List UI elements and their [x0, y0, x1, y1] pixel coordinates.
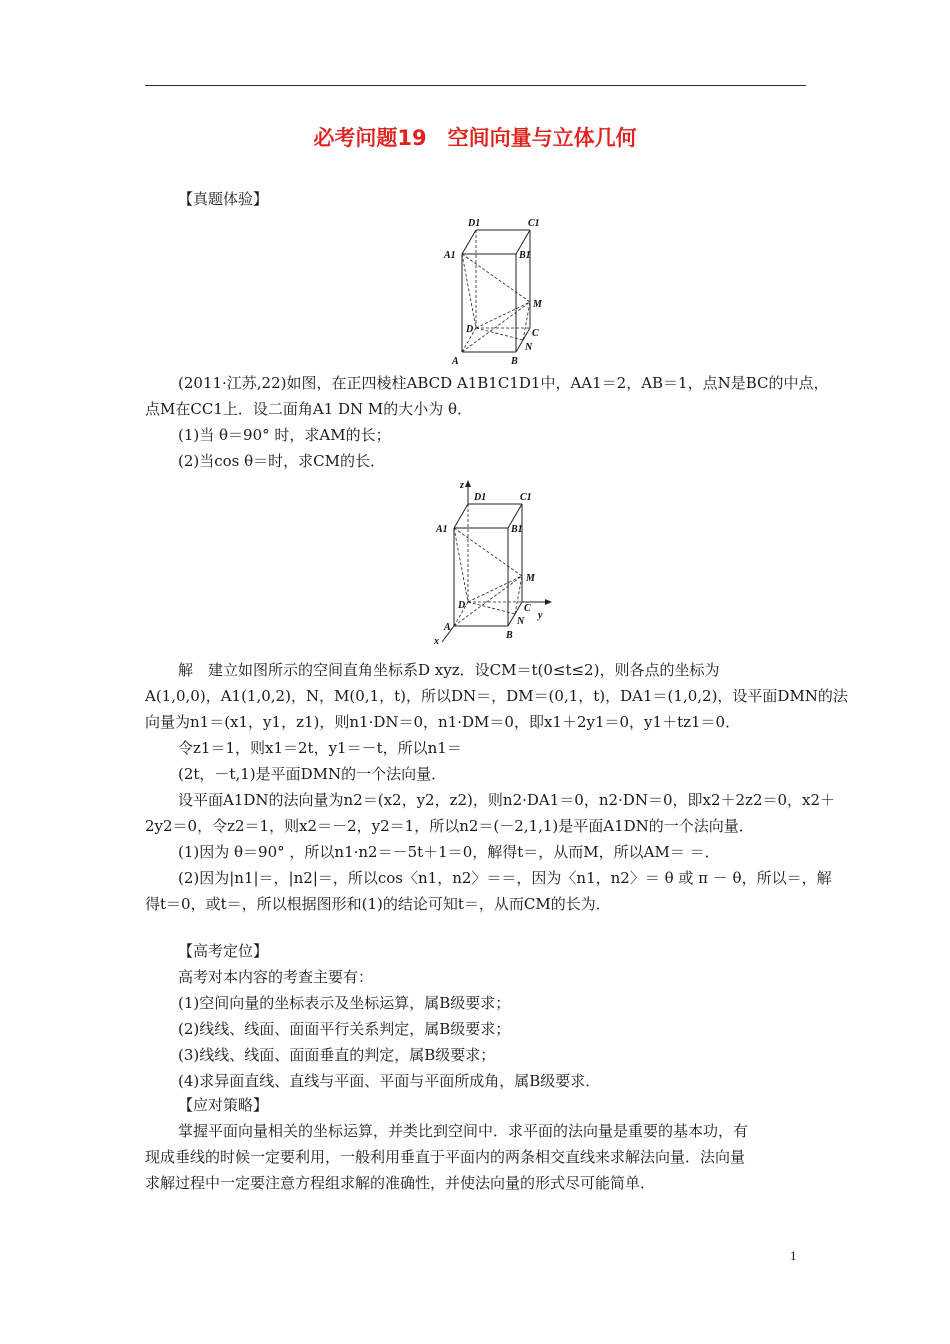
label-C: C [524, 603, 531, 614]
label-B1: B1 [519, 250, 531, 261]
solution-line-7: 2y2＝0，令z2＝1，则x2＝－2，y2＝1，所以n2＝(－2,1,1)是平面A1DN的一个法向量． [145, 817, 754, 835]
problem-line-1: (2011·江苏,22)如图，在正四棱柱ABCD A1B1C1D1中，AA1＝2，AB＝1，点N是BC的中点， [178, 374, 829, 392]
label-A1: A1 [436, 524, 448, 535]
label-N: N [517, 616, 525, 627]
label-z: z [460, 480, 464, 491]
label-D: D [466, 324, 474, 335]
solution-line-4: 令z1＝1，则x1＝2t，y1＝－t，所以n1＝ [178, 739, 462, 757]
label-D: D [458, 600, 466, 611]
problem-part-2: (2)当cos θ＝时，求CM的长． [178, 452, 386, 470]
label-N: N [525, 342, 533, 353]
label-A: A [444, 622, 451, 633]
position-line-1: 高考对本内容的考查主要有： [178, 968, 374, 986]
label-x: x [434, 636, 439, 647]
prism-figure-1 [440, 210, 560, 370]
label-B1: B1 [511, 524, 523, 535]
solution-line-9: (2)因为|n1|＝，|n2|＝，所以cos〈n1，n2〉＝＝，因为〈n1，n2〉＝ θ 或 π － θ，所以＝，解 [178, 869, 832, 887]
label-y: y [538, 610, 543, 621]
section-heading-experience: 【真题体验】 [178, 190, 269, 208]
problem-line-2: 点M在CC1上．设二面角A1 DN M的大小为 θ． [145, 400, 473, 418]
position-line-3: (2)线线、线面、面面平行关系判定，属B级要求； [178, 1020, 511, 1038]
section-heading-strategy: 【应对策略】 [178, 1096, 269, 1114]
section-heading-position: 【高考定位】 [178, 942, 269, 960]
label-C: C [532, 328, 539, 339]
position-line-5: (4)求异面直线、直线与平面、平面与平面所成角，属B级要求． [178, 1072, 601, 1090]
page-title: 必考问题19 空间向量与立体几何 [313, 126, 637, 150]
header-rule [145, 85, 806, 86]
problem-part-1: (1)当 θ＝90° 时，求AM的长； [178, 426, 391, 444]
solution-line-10: 得t＝0，或t＝，所以根据图形和(1)的结论可知t＝，从而CM的长为． [145, 895, 611, 913]
label-A: A [452, 356, 459, 367]
label-M: M [533, 299, 542, 310]
strategy-line-1: 掌握平面向量相关的坐标运算，并类比到空间中．求平面的法向量是重要的基本功，有 [178, 1122, 749, 1140]
solution-line-1: 解 建立如图所示的空间直角坐标系D xyz．设CM＝t(0≤t≤2)，则各点的坐标为 [178, 661, 720, 679]
solution-line-5: (2t，－t,1)是平面DMN的一个法向量． [178, 765, 447, 783]
solution-line-6: 设平面A1DN的法向量为n2＝(x2，y2，z2)，则n2·DA1＝0，n2·DN＝0，即x2＋2z2＝0，x2＋ [178, 791, 836, 809]
strategy-line-3: 求解过程中一定要注意方程组求解的准确性，并使法向量的形式尽可能简单． [145, 1174, 656, 1192]
solution-line-8: (1)因为 θ＝90° ，所以n1·n2＝－5t＋1＝0，解得t＝，从而M，所以AM＝ ＝． [178, 843, 720, 861]
label-B: B [511, 356, 518, 367]
label-D1: D1 [474, 492, 487, 503]
page-number: 1 [790, 1248, 797, 1263]
solution-line-2: A(1,0,0)，A1(1,0,2)，N，M(0,1，t)，所以DN＝，DM＝(0,1，t)，DA1＝(1,0,2)，设平面DMN的法 [145, 687, 848, 705]
position-line-4: (3)线线、线面、面面垂直的判定，属B级要求； [178, 1046, 496, 1064]
prism-figure-2 [430, 478, 560, 648]
position-line-2: (1)空间向量的坐标表示及坐标运算，属B级要求； [178, 994, 511, 1012]
label-D1: D1 [468, 218, 481, 229]
label-C1: C1 [528, 218, 540, 229]
label-A1: A1 [444, 250, 456, 261]
label-C1: C1 [520, 492, 532, 503]
label-M: M [526, 573, 535, 584]
strategy-line-2: 现成垂线的时候一定要利用，一般利用垂直于平面内的两条相交直线来求解法向量．法向量 [145, 1148, 746, 1166]
label-B: B [506, 630, 513, 641]
solution-line-3: 向量为n1＝(x1，y1，z1)，则n1·DN＝0，n1·DM＝0，即x1＋2y1＝0，y1＋tz1＝0． [145, 713, 741, 731]
